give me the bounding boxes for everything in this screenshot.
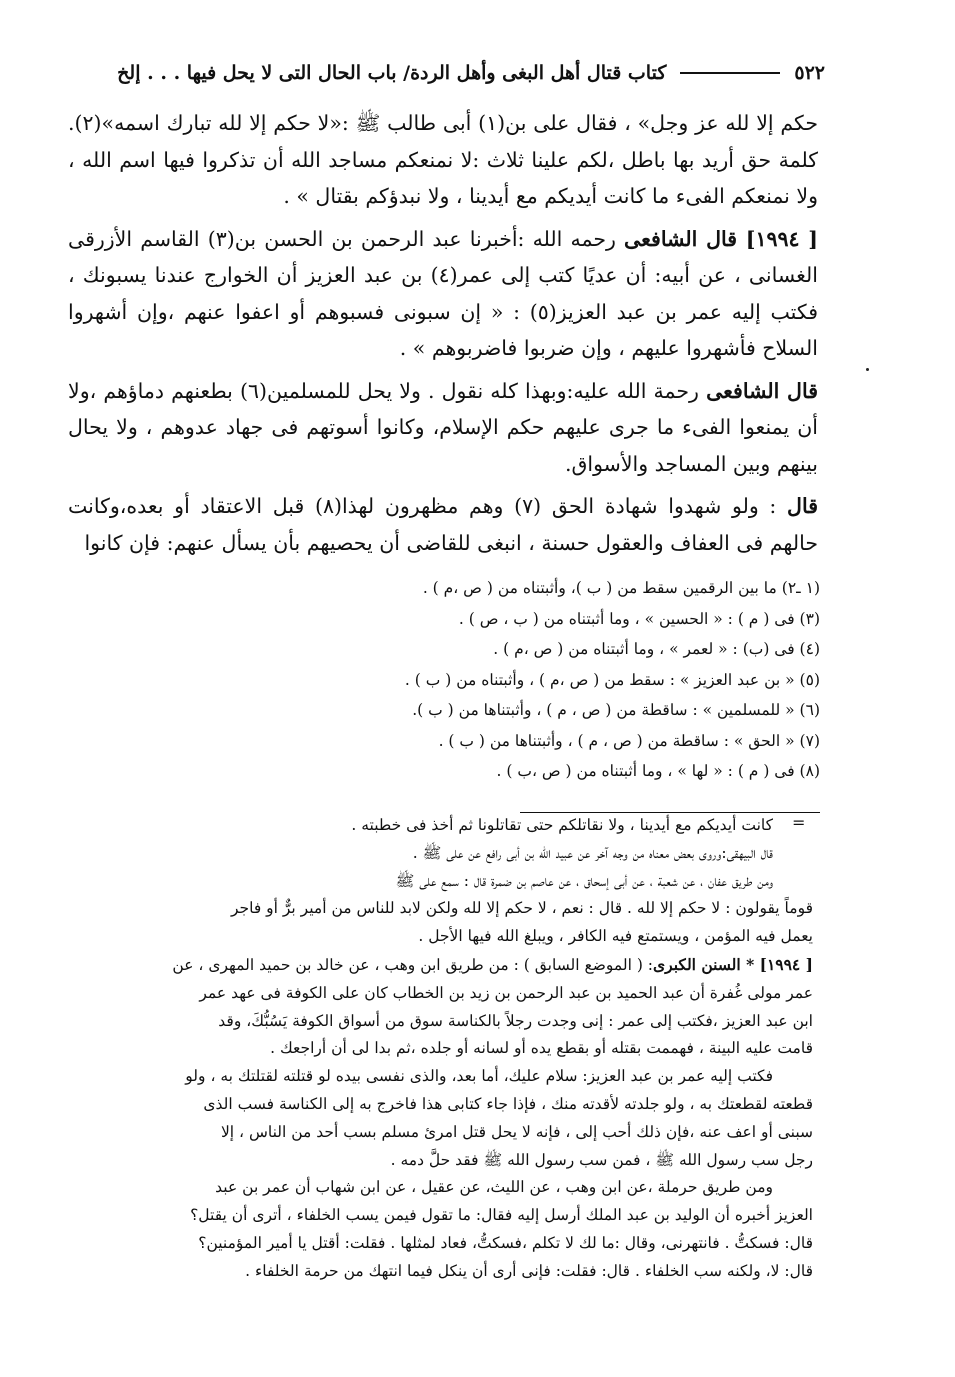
paragraph-text: يعمل فيه المؤمن ، ويستمتع فيه الكافر ، ويبلغ الله فيها الأجل . (418, 927, 813, 946)
commentary-line (68, 1258, 813, 1286)
commentary-line (68, 1174, 813, 1202)
main-paragraph (68, 105, 818, 215)
continuation-marker: = (792, 813, 806, 832)
footnote: (٦) « للمسلمين » : ساقطة من ( ص ، م ) ، وأثبتناها من ( ب ). (412, 701, 820, 719)
main-paragraph (68, 373, 818, 483)
commentary-line (68, 1063, 813, 1091)
commentary-line (68, 1008, 813, 1036)
running-title: كتاب قتال أهل البغى وأهل الردة/ باب الحال التى لا يحل فيها . . . إلخ (117, 62, 667, 84)
commentary-line (68, 868, 813, 896)
page-header (60, 58, 825, 88)
commentary (68, 812, 813, 1286)
paragraph-text: قامت عليه البينة ، فهممت بقتله أو بقطع يده أو لسانه أو جلده ،ثم بدا لى أن أراجعك . (270, 1039, 813, 1058)
commentary-line (68, 923, 813, 951)
paragraph-text: فكتب إليه عمر بن عبد العزيز: سلام عليك، أما بعد، والذى نفسى بيده لو قتلته لقتلتك به ، ولو (185, 1067, 773, 1086)
paragraph-text: العزيز أخبره أن الوليد بن عبد الملك أرسل إليه فقال: ما تقول فيمن يسب الخلفاء ، أترى أن يقتل؟ (190, 1206, 813, 1225)
commentary-line (68, 812, 813, 840)
footnote: (٤) فى (ب) : « لعمر » ، وما أثبتناه من ( ص ،م ) . (493, 640, 820, 658)
paragraph-text: قال البيهقى:وروى بعض معناه من وجه آخر عن عبيد الله بن أبى رافع عن على ﷺ . (412, 843, 773, 862)
paragraph-heading: قال (787, 494, 818, 518)
paragraph-text: قوماً يقولون : لا حكم إلا لله . قال : نعم ، لا حكم إلا لله ولكن لابد للناس من أمير برٌّ أو فاجر (230, 899, 813, 918)
commentary-line (68, 1202, 813, 1230)
paragraph-heading: [ ١٩٩٤] قال الشافعى (624, 226, 818, 251)
commentary-line (68, 980, 813, 1008)
paragraph-text: : ولو شهدوا شهادة الحق (٧) وهم مظهرون لهذا(٨) قبل الاعتقاد أو بعده،وكانت حالهم فى العفاف والعقول حسنة ، انبغى للقاضى أن يحصيهم بأن يسأل عنهم: فإن كانوا (68, 494, 818, 555)
ink-speck (866, 368, 869, 371)
paragraph-text: قطعته لقطعتك به ، ولو جلدته لأقدته منك ، فإذا جاء كتابى هذا فاخرج به إلى الكناسة فسب الذى (203, 1094, 813, 1113)
footnote: (١ ـ٢) ما بين الرقمين سقط من ( ب )، وأثبتناه من ( ص ،م ) . (422, 579, 820, 597)
commentary-line (68, 1091, 813, 1119)
paragraph-text: حكم إلا لله عز وجل» ، فقال على بن(١) أبى طالب ﷺ :«لا حكم إلا لله تبارك اسمه»(٢). كلمة حق أريد بها باطل ،لكم علينا ثلاث :لا نمنعكم مساجد الله أن تذكروا فيها اسم الله ، ولا نمنعكم الفىء ما كانت أيديكم مع أيدينا ، ولا نبدؤكم بقتال » . (68, 111, 819, 208)
commentary-line (68, 840, 813, 868)
paragraph-text: قال: فسكتُّ . فانتهرنى، وقال :ما لك لا تكلم ،فسكتُّ، فعاد لمثلها . فقلت: أقتل يا أمير المؤمنين؟ (198, 1233, 813, 1252)
main-text (68, 105, 818, 567)
commentary-line (68, 1035, 813, 1063)
commentary-line (68, 895, 813, 923)
header-rule (680, 72, 780, 74)
paragraph-text: ابن عبد العزيز ،فكتب إلى عمر : إنى وجدت رجلاً بالكناسة سوق من أسواق الكوفة يَسُبُّكَ، وقد (218, 1011, 813, 1030)
paragraph-text: سبنى أو اعف عنه ،فإن ذلك أحب إلى ، فإنه لا يحل قتل امرئ مسلم بسب أحد من الناس ، إلا (220, 1122, 813, 1141)
commentary-line (68, 1119, 813, 1147)
commentary-line (68, 951, 813, 980)
main-paragraph (68, 488, 818, 561)
commentary-line (68, 1147, 813, 1175)
footnote: (٧) « الحق » : ساقطة من ( ص ، م ) ، وأثبتناها من ( ب ) . (438, 731, 820, 750)
paragraph-text: قال: لا، ولكنه سب الخلفاء . قال: فقلت: فإنى أرى أن ينكل فيما انتهك من حرمة الخلفاء . (245, 1261, 813, 1280)
paragraph-text: ومن طريق حرملة ،عن ابن وهب ، عن الليث، عن عقيل ، عن ابن شهاب أن عمر بن عبد (215, 1178, 773, 1197)
page-number: ٥٢٢ (794, 62, 825, 84)
paragraph-text: رجل سب رسول الله ﷺ ، فمن سب رسول الله ﷺ فقد حلَّ دمه . (390, 1150, 813, 1169)
main-paragraph (68, 221, 818, 367)
paragraph-text: عمر مولى غُفرة أن عبد الحميد بن عبد الرحمن بن زيد بن الخطاب كان على الكوفة فى عهد عمر (199, 983, 813, 1002)
paragraph-heading: قال الشافعى (706, 378, 818, 403)
commentary-line (68, 1230, 813, 1258)
footnotes (370, 573, 820, 787)
paragraph-text: : ( الموضع السابق ) : من طريق ابن وهب ، عن خالد بن حميد المهرى ، عن (172, 955, 654, 974)
footnote: (٣) فى ( م ) : « الحسين » ، وما أثبتناه من ( ب ، ص ) . (458, 609, 820, 628)
paragraph-text: ومن طريق عفان ، عن شعبة ، عن أبى إسحاق ، عن عاصم بن ضمرة قال : سمع على ﷺ (395, 871, 773, 890)
paragraph-text: كانت أيديكم مع أيدينا ، ولا نقاتلكم حتى تقاتلونا ثم أخذ فى خطبته . (351, 816, 773, 834)
footnote: (٥) « بن عبد العزيز » : سقط من ( ص ،م ) ، وأثبتناه من ( ب ) . (404, 670, 820, 689)
paragraph-heading: [ ١٩٩٤] * السنن الكبرى (653, 954, 813, 974)
paragraph-text: رحمة الله عليه:وبهذا كله نقول . ولا يحل للمسلمين(٦) بطعنهم دماؤهم ،ولا أن يمنعوا الفىء ما جرى عليهم حكم الإسلام، وكانوا أسوتهم فى جهاد عدوهم ، ولا يحال بينهم وبين المساجد والأسواق. (68, 378, 818, 476)
paragraph-text: رحمه الله :أخبرنا عبد الرحمن بن الحسن بن(٣) القاسم الأزرقى الغسانى ، عن أبيه: أن عديًا كتب إلى عمر(٤) بن عبد العزيز أن الخوارج عندنا يسبونك ، فكتب إليه عمر بن عبد العزيز(٥) : « إن سبونى فسبوهم أو اعفوا عنهم ،وإن أشهروا السلاح فأشهروا عليهم ، وإن ضربوا فاضربوهم » . (68, 226, 818, 360)
footnote: (٨) فى ( م ) : « لها » ، وما أثبتناه من ( ص ،ب ) . (496, 762, 820, 780)
